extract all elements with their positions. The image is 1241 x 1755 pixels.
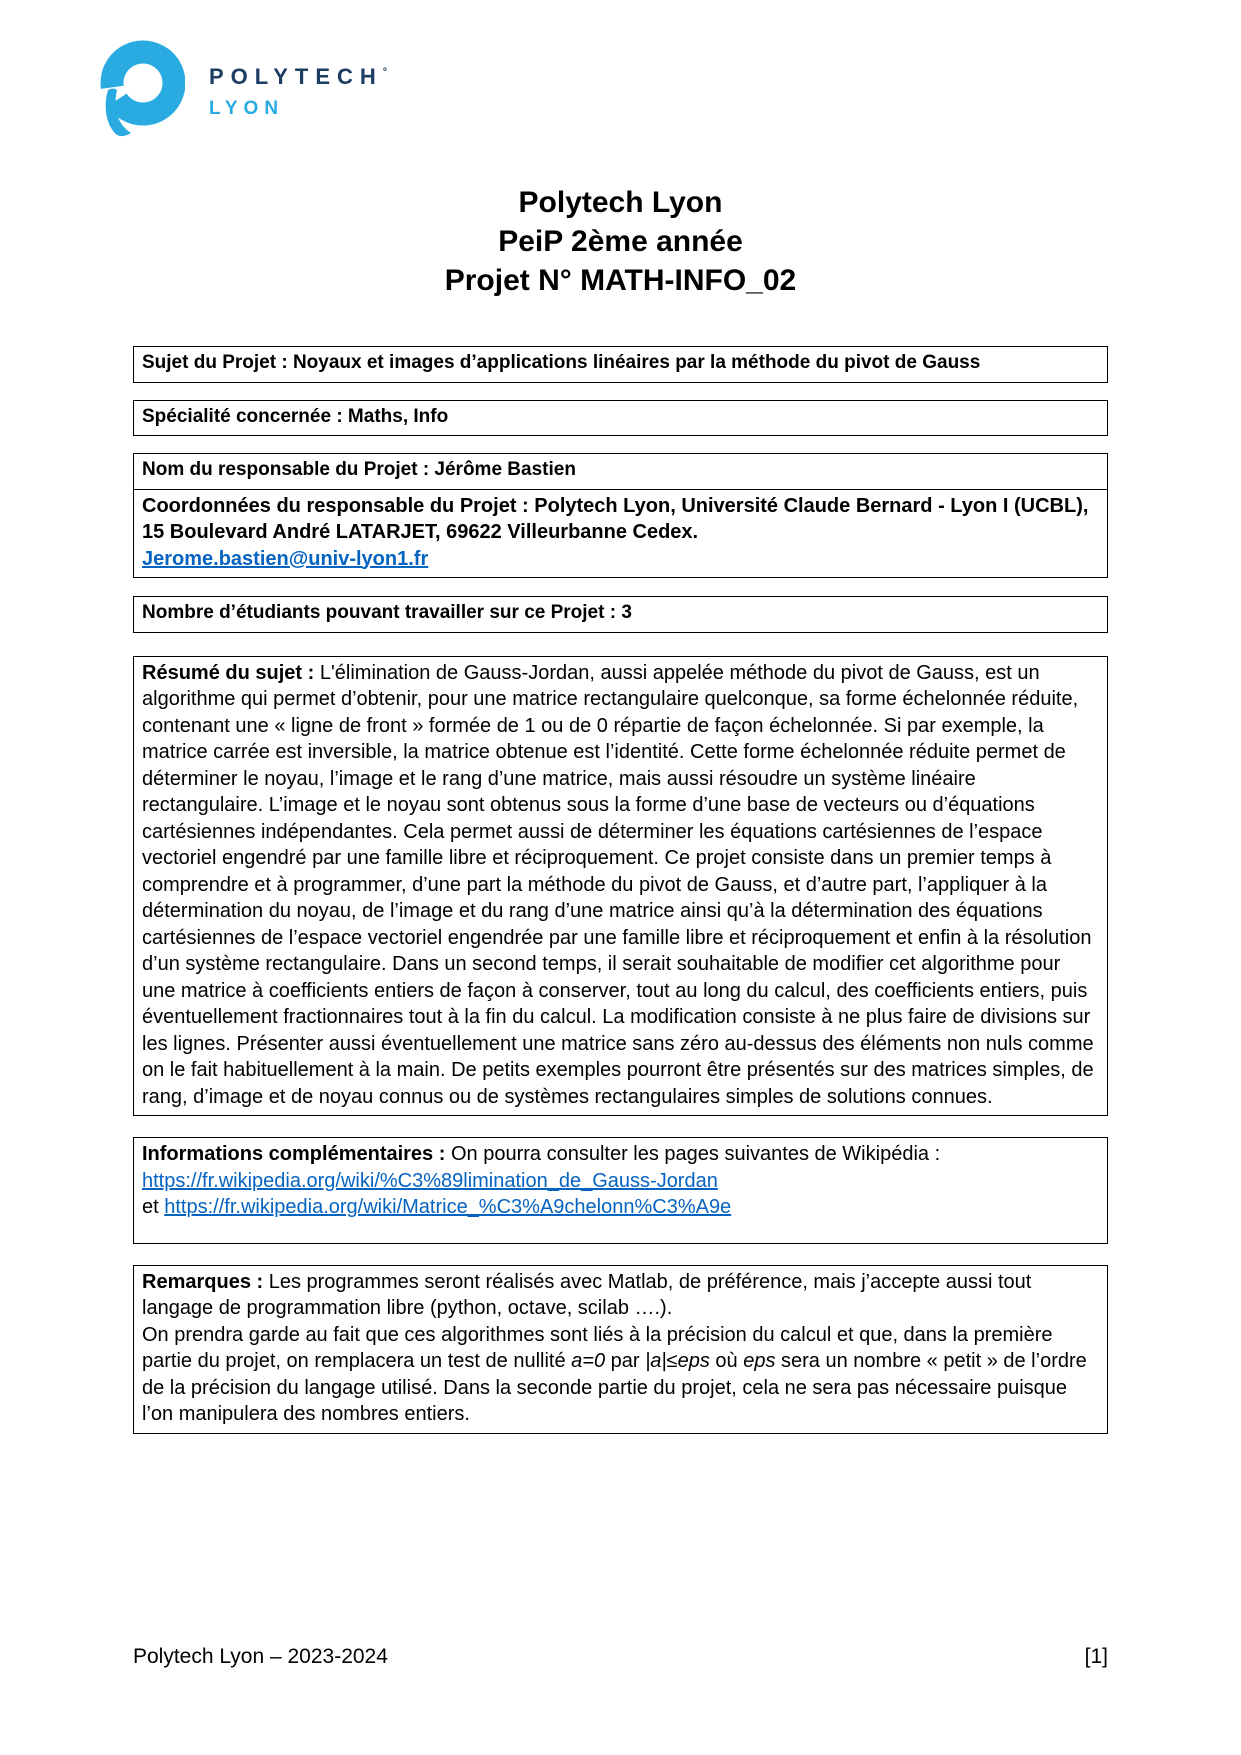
supervisor-name-text: Nom du responsable du Projet : Jérôme Bastien xyxy=(142,459,576,480)
abstract-text: L'élimination de Gauss-Jordan, aussi appelée méthode du pivot de Gauss, est un algorithme qui permet d’obtenir, pour une matrice rectangulaire quelconque, sa forme échelonnée réduite, contenant une « ligne de front » formée de 1 ou de 0 répartie de façon échelonnée. Si par exemple, la matrice carrée est inversible, la matrice obtenue est l’identité. Cette forme échelonnée réduite permet de déterminer le noyau, l’image et le rang d’une matrice, mais aussi résoudre un système linéaire rectangulaire. L’image et le noyau sont obtenus sous la forme d’une base de vecteurs ou d’équations cartésiennes indépendantes. Cela permet aussi de déterminer les équations cartésiennes de l’espace vectoriel engendré par une famille libre et réciproquement. Ce projet consiste dans un premier temps à comprendre et à programmer, d’une part la méthode du pivot de Gauss, et d’autre part, l’appliquer à la détermination du noyau, de l’image et du rang d’une matrice ainsi qu’à la détermination des équations cartésiennes de l’espace vectoriel engendrée par une famille libre et réciproquement et enfin à la résolution d’un système rectangulaire. Dans un second temps, il serait souhaitable de modifier cet algorithme pour une matrice à coefficients entiers de façon à conserver, tout au long du calcul, des coefficients entiers, puis éventuellement fractionnaires tout à la fin du calcul. La modification consiste à ne plus faire de divisions sur les lignes. Présenter aussi éventuellement une matrice sans zéro au-dessus des éléments non nuls comme on le fait habituellement à la main. De petits exemples pourront être présentés sur des matrices simples, de rang, d’image et de noyau connus ou de systèmes rectangulaires simples de solutions connues. xyxy=(142,661,1094,1108)
page-number: [1] xyxy=(1084,1645,1108,1668)
logo-city-text: LYON xyxy=(209,98,285,119)
additional-info-intro: On pourra consulter les pages suivantes de Wikipédia : xyxy=(450,1143,941,1165)
remarks-paragraph-1 xyxy=(142,1269,1099,1322)
remarks-box xyxy=(133,1265,1108,1434)
title-line-program: PeiP 2ème année xyxy=(498,225,743,258)
abstract-box xyxy=(133,656,1108,1117)
wikipedia-link-matrice-echelonnee[interactable]: https://fr.wikipedia.org/wiki/Matrice_%C3%A9chelonn%C3%A9e xyxy=(164,1196,732,1218)
remarks-text-1: Les programmes seront réalisés avec Matlab, de préférence, mais j’accepte aussi tout langage de programmation libre (python, octave, scilab ….). xyxy=(142,1270,1032,1319)
remarks-paragraph-2 xyxy=(142,1322,1099,1428)
logo-brand-text xyxy=(209,64,387,90)
logo-registered-mark: ° xyxy=(382,66,388,79)
supervisor-name-row xyxy=(134,454,1107,490)
document-title xyxy=(0,183,1241,300)
abstract-label: Résumé du sujet : xyxy=(142,661,315,684)
remarks-math-abs-a-leq-eps: |a|≤eps xyxy=(645,1350,710,1372)
student-count-box xyxy=(133,596,1108,633)
specialty-text: Spécialité concernée : Maths, Info xyxy=(142,405,449,427)
title-line-school: Polytech Lyon xyxy=(518,186,723,219)
remarks-math-eps: eps xyxy=(743,1350,776,1372)
remarks-math-a-equals-0: a=0 xyxy=(571,1350,606,1372)
specialty-box xyxy=(133,400,1108,437)
page-footer xyxy=(133,1645,1108,1669)
logo-wordmark xyxy=(209,38,387,120)
subject-box xyxy=(133,346,1108,383)
supervisor-contact-row xyxy=(134,490,1107,578)
polytech-logo xyxy=(95,38,387,138)
remarks-text-2c: où xyxy=(709,1350,744,1372)
additional-info-label: Informations complémentaires : xyxy=(142,1143,446,1165)
remarks-text-2a: On prendra garde au fait que ces algorithmes sont liés à la précision du calcul et que, dans la première partie du projet, on remplacera un test de nullité xyxy=(142,1323,1053,1372)
remarks-label: Remarques : xyxy=(142,1270,264,1293)
remarks-text-2b: par xyxy=(605,1350,646,1372)
logo-brand-label: POLYTECH xyxy=(209,64,383,89)
additional-info-intro-line xyxy=(142,1141,1099,1168)
subject-text: Sujet du Projet : Noyaux et images d’applications linéaires par la méthode du pivot de Gauss xyxy=(142,352,981,373)
supervisor-address-text: Coordonnées du responsable du Projet : Polytech Lyon, Université Claude Bernard - Lyon I (UCBL), 15 Boulevard André LATARJET, 69622 Villeurbanne Cedex. xyxy=(142,494,1089,543)
link2-prefix: et xyxy=(142,1196,165,1218)
supervisor-box xyxy=(133,453,1108,578)
wikipedia-link-gauss-jordan[interactable]: https://fr.wikipedia.org/wiki/%C3%89limination_de_Gauss-Jordan xyxy=(142,1169,718,1192)
title-line-project: Projet N° MATH-INFO_02 xyxy=(444,264,797,297)
footer-text: Polytech Lyon – 2023-2024 xyxy=(133,1645,388,1668)
remarks-text-2d: sera un nombre « petit » de l’ordre de la précision du langage utilisé. Dans la seconde partie du projet, cela ne sera pas nécessaire puisque l’on manipulera des nombres entiers. xyxy=(142,1350,1087,1425)
supervisor-email-link[interactable]: Jerome.bastien@univ-lyon1.fr xyxy=(142,547,429,570)
student-count-text: Nombre d’étudiants pouvant travailler sur ce Projet : 3 xyxy=(142,602,632,623)
additional-info-box xyxy=(133,1137,1108,1244)
document-content xyxy=(133,346,1108,1434)
polytech-p-icon xyxy=(95,38,185,138)
